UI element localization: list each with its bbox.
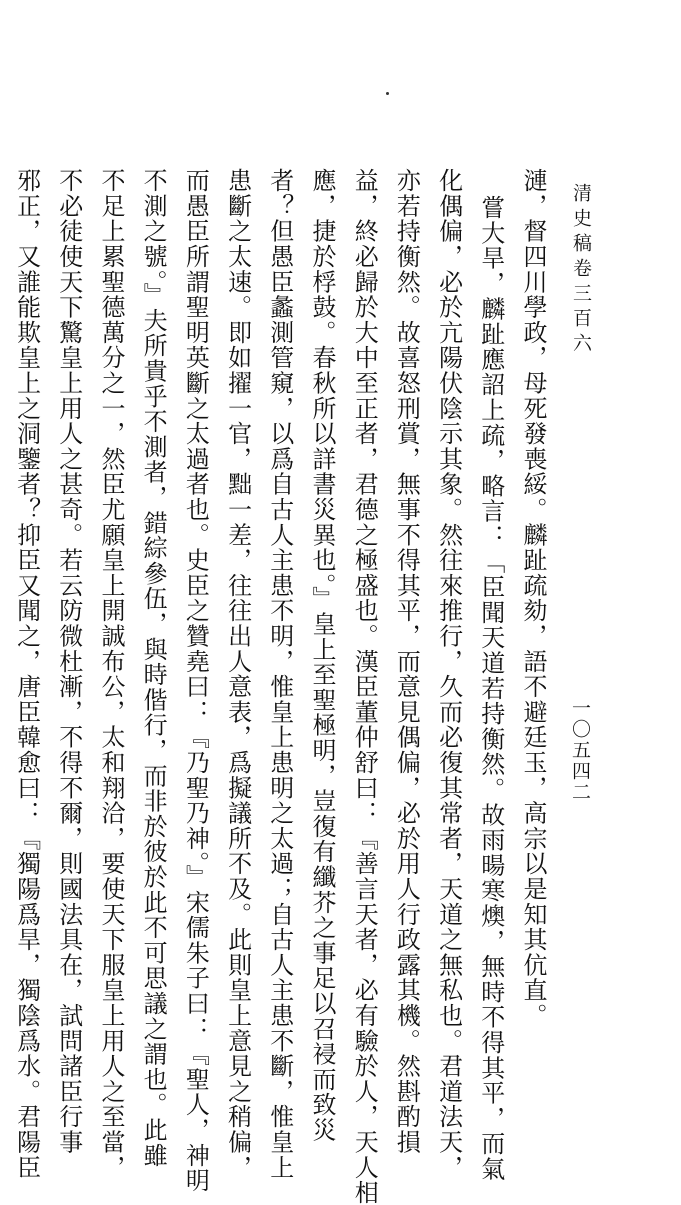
- text-column: 應，捷於桴鼓。春秋所以詳書災異也。』皇上至聖極明，豈復有纖芥之事足以召祲而致災: [307, 168, 336, 1143]
- text-column: 益，終必歸於大中至正者，君德之極盛也。漢臣董仲舒曰：『善言天者，必有驗於人，天人相: [350, 168, 379, 1205]
- text-column: [0, 168, 5, 968]
- body-text: [12, 168, 554, 1205]
- text-column: 不測之號。』夫所貴乎不測者，錯綜參伍，與時偕行，而非於彼於此不可思議之謂也。此雖: [139, 168, 168, 1168]
- text-column: 者？但愚臣蠡測管窺，以爲自古人主患不明，惟皇上患明之太過；自古人主患不斷，惟皇上: [265, 168, 294, 1180]
- print-speck: [386, 92, 389, 95]
- text-column: 而愚臣所謂聖明英斷之太過者也。史臣之贊堯曰：『乃聖乃神。』宋儒朱子曰：『聖人，神明: [181, 168, 210, 1194]
- page-number: 一〇五四二: [569, 698, 591, 803]
- text-column: 不必徒使天下驚皇上用人之甚奇。若云防微杜漸，不得不爾，則國法具在，試問諸臣行事: [54, 168, 83, 1155]
- running-title: 清史稿卷三百六: [570, 183, 592, 358]
- text-column: 患斷之太速。即如擢一官，黜一差，往往出人意表，爲擬議所不及。此則皇上意見之稍偏，: [223, 168, 252, 1180]
- text-column: 化偶偏，必於亢陽伏陰示其象。然往來推行，久而必復其常者，天道之無私也。君道法天，: [434, 168, 463, 1180]
- text-column: 不足上累聖德萬分之一，然臣尤願皇上開誠布公，太和翔洽，要使天下服皇上用人之至當，: [96, 168, 125, 1180]
- text-column: 嘗大旱，麟趾應詔上疏，略言：「臣聞天道若持衡然。故雨暘寒燠，無時不得其平，而氣: [476, 195, 505, 1182]
- text-column: 邪正，又誰能欺皇上之洞鑒者？抑臣又聞之，唐臣韓愈曰：『獨陽爲旱，獨陰爲水。君陽臣: [12, 168, 41, 1180]
- text-column: 漣，督四川學政，母死發喪綏。麟趾疏劾，語不避廷玉，高宗以是知其伉直。: [519, 168, 547, 1029]
- text-column: 亦若持衡然。故喜怒刑賞，無事不得其平，而意見偶偏，必於用人行政露其機。然斟酌損: [392, 168, 421, 1155]
